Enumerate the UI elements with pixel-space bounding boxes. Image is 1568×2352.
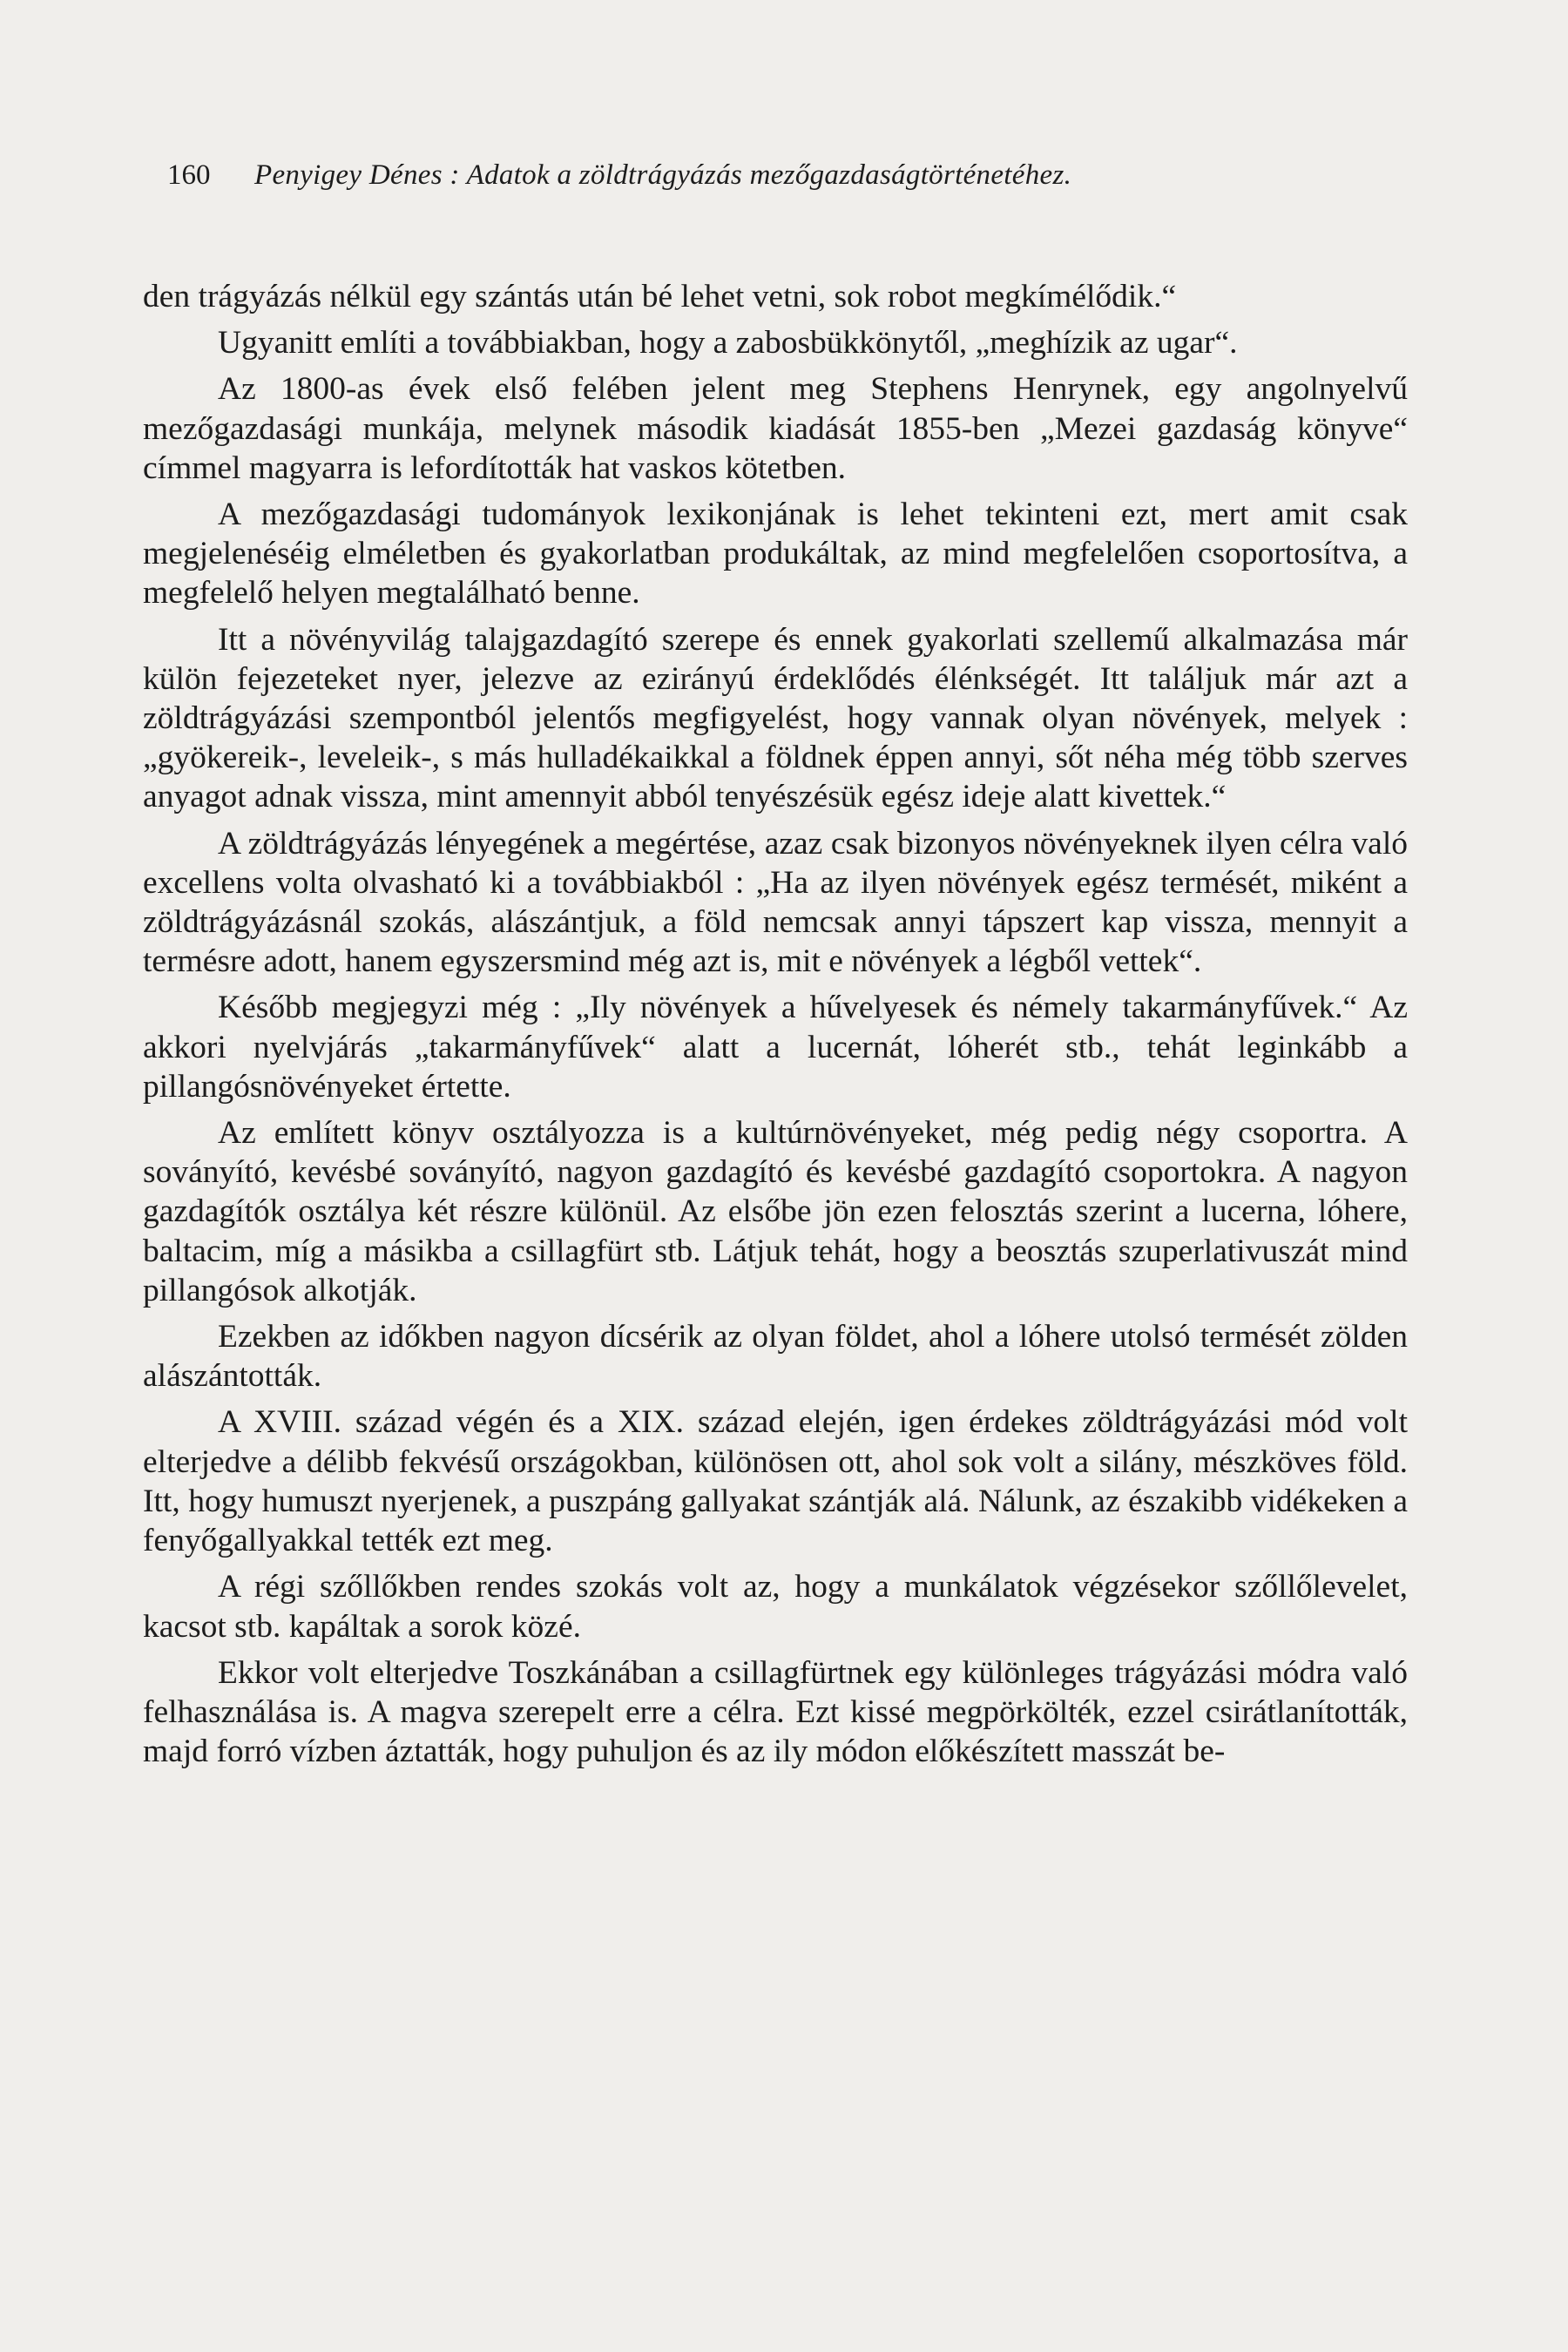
- paragraph: Itt a növényvilág talajgazdagító szerepe és ennek gyakorlati szellemű alkalmazása már külön fejezeteket nyer, jelezve az ezirányú érdeklődés élénkségét. Itt találjuk már azt a zöldtrágyázási szempontból jelentős megfigyelést, hogy vannak olyan növények, melyek : „gyökereik-, leveleik-, s más hulladékaikkal a földnek éppen annyi, sőt néha még több szerves anyagot adnak vissza, mint amennyit abból tenyészésük egész ideje alatt kivettek.“: [143, 621, 1408, 815]
- paragraph: den trágyázás nélkül egy szántás után bé lehet vetni, sok robot megkímélődik.“: [143, 279, 1177, 314]
- paragraph: Ekkor volt elterjedve Toszkánában a csillagfürtnek egy különleges trágyázási módra való felhasználása is. A magva szerepelt erre a célra. Ezt kissé megpörkölték, ezzel csirátlanították, majd forró vízben áztatták, hogy puhuljon és az ily módon előkészített masszát be-: [143, 1654, 1408, 1770]
- paragraph: Később megjegyzi még : „Ily növények a hűvelyesek és némely takarmányfűvek.“ Az akkori nyelvjárás „takarmányfűvek“ alatt a lucernát, lóherét stb., tehát leginkább a pillangósnövényeket értette.: [143, 990, 1408, 1105]
- paragraph: Ezekben az időkben nagyon dícsérik az olyan földet, ahol a lóhere utolsó termését zölden alászántották.: [143, 1319, 1408, 1395]
- paragraph: A XVIII. század végén és a XIX. század elején, igen érdekes zöldtrágyázási mód volt elterjedve a délibb fekvésű országokban, különösen ott, ahol sok volt a silány, mészköves föld. Itt, hogy humuszt nyerjenek, a puszpáng gallyakat szántják alá. Nálunk, az északibb vidékeken a fenyőgallyakkal tették ezt meg.: [143, 1404, 1408, 1559]
- paragraph: A zöldtrágyázás lényegének a megértése, azaz csak bizonyos növényeknek ilyen célra való excellens volta olvasható ki a továbbiakból : „Ha az ilyen növények egész termését, miként a zöldtrágyázásnál szokás, alászántjuk, a föld nemcsak annyi tápszert kap vissza, mennyit a termésre adott, hanem egyszersmind még azt is, mit e növények a légből vettek“.: [143, 825, 1408, 980]
- paragraph: A régi szőllőkben rendes szokás volt az, hogy a munkálatok végzésekor szőllőlevelet, kacsot stb. kapáltak a sorok közé.: [143, 1569, 1408, 1645]
- body-text: [143, 277, 1408, 1778]
- running-title: Penyigey Dénes : Adatok a zöldtrágyázás mezőgazdaságtörténetéhez.: [254, 159, 1072, 191]
- paragraph: Ugyanitt említi a továbbiakban, hogy a zabosbükkönytől, „meghízik az ugar“.: [218, 325, 1238, 362]
- page-header: [167, 153, 1404, 197]
- paragraph: A mezőgazdasági tudományok lexikonjának is lehet tekinteni ezt, mert amit csak megjelenéséig elméletben és gyakorlatban produkáltak, az mind megfelelően csoportosítva, a megfelelő helyen megtalálható benne.: [143, 497, 1408, 612]
- paragraph: Az 1800-as évek első felében jelent meg Stephens Henrynek, egy angolnyelvű mezőgazdasági munkája, melynek második kiadását 1855-ben „Mezei gazdaság könyve“ címmel magyarra is lefordították hat vaskos kötetben.: [143, 371, 1408, 486]
- page-number: 160: [167, 159, 211, 191]
- paragraph: Az említett könyv osztályozza is a kultúrnövényeket, még pedig négy csoportra. A soványító, kevésbé soványító, nagyon gazdagító és kevésbé gazdagító csoportokra. A nagyon gazdagítók osztálya két részre különül. Az elsőbe jön ezen felosztás szerint a lucerna, lóhere, baltacim, míg a másikba a csillagfürt stb. Látjuk tehát, hogy a beosztás szuperlativuszát mind pillangósok alkotják.: [143, 1115, 1408, 1308]
